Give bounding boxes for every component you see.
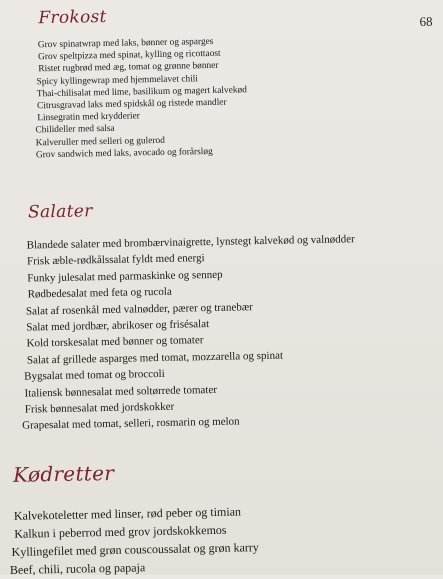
list-item: Funky julesalat med parmaskinke og sennep	[27, 268, 223, 285]
list-item: Blandede salater med brombærvinaigrette, lynstegt kalvekød og valnødder	[26, 233, 355, 252]
list-item: Kold torskesalat med bønner og tomater	[26, 334, 204, 350]
list-item: Chilideller med salsa	[35, 124, 115, 136]
frokost-list	[35, 35, 248, 161]
section-title-salater: Salater	[27, 201, 93, 223]
kodretter-list	[9, 502, 260, 579]
list-item: Frisk æble-rødkålssalat fyldt med energi	[26, 252, 205, 268]
section-title-frokost: Frokost	[38, 6, 107, 29]
list-item: Spicy kyllingewrap med hjemmelavet chili	[36, 73, 199, 87]
list-item: Rødbedesalat med feta og rucola	[27, 285, 172, 301]
list-item: Salat med jordbær, abrikoser og frisésalat	[26, 318, 210, 334]
list-item: Kalvekoteletter med linser, rød peber og timian	[13, 504, 242, 523]
list-item: Bygsalat med tomat og broccoli	[24, 368, 165, 383]
list-item: Kyllingefilet med grøn couscoussalat og grøn karry	[11, 540, 259, 559]
page-number: 68	[419, 13, 433, 29]
list-item: Salat af grillede asparges med tomat, mozzarella og spinat	[26, 349, 284, 367]
list-item: Linsegratin med krydderier	[37, 111, 140, 124]
salater-list	[22, 231, 359, 434]
list-item: Citrusgravad laks med spidskål og ristede mandler	[36, 97, 227, 112]
section-title-kodretter: Kødretter	[12, 460, 115, 487]
list-item: Grov speltpizza med spinat, kylling og ricottaost	[38, 48, 221, 63]
list-item: Salat af rosenkål med valnødder, pærer og tranebær	[25, 300, 253, 318]
list-item: Frisk bønnesalat med jordskokker	[24, 400, 175, 416]
list-item: Thai-chilisalat med lime, basilikum og magert kalvekød	[36, 85, 247, 100]
list-item: Beef, chili, rucola og papaja	[9, 560, 146, 577]
list-item: Grapesalat med tomat, selleri, rosmarin og melon	[22, 415, 240, 433]
list-item: Ristet rugbrød med æg, tomat og grønne bønner	[38, 61, 219, 75]
list-item: Kalveruller med selleri og gulerod	[35, 135, 165, 148]
list-item: Grov spinatwrap med laks, bønner og asparges	[37, 36, 214, 51]
list-item: Kalkun i peberrod med grov jordskokkemos	[14, 522, 227, 541]
list-item: Grov sandwich med laks, avocado og forårsløg	[35, 146, 213, 161]
list-item: Italiensk bønnesalat med soltørrede tomater	[24, 383, 218, 400]
